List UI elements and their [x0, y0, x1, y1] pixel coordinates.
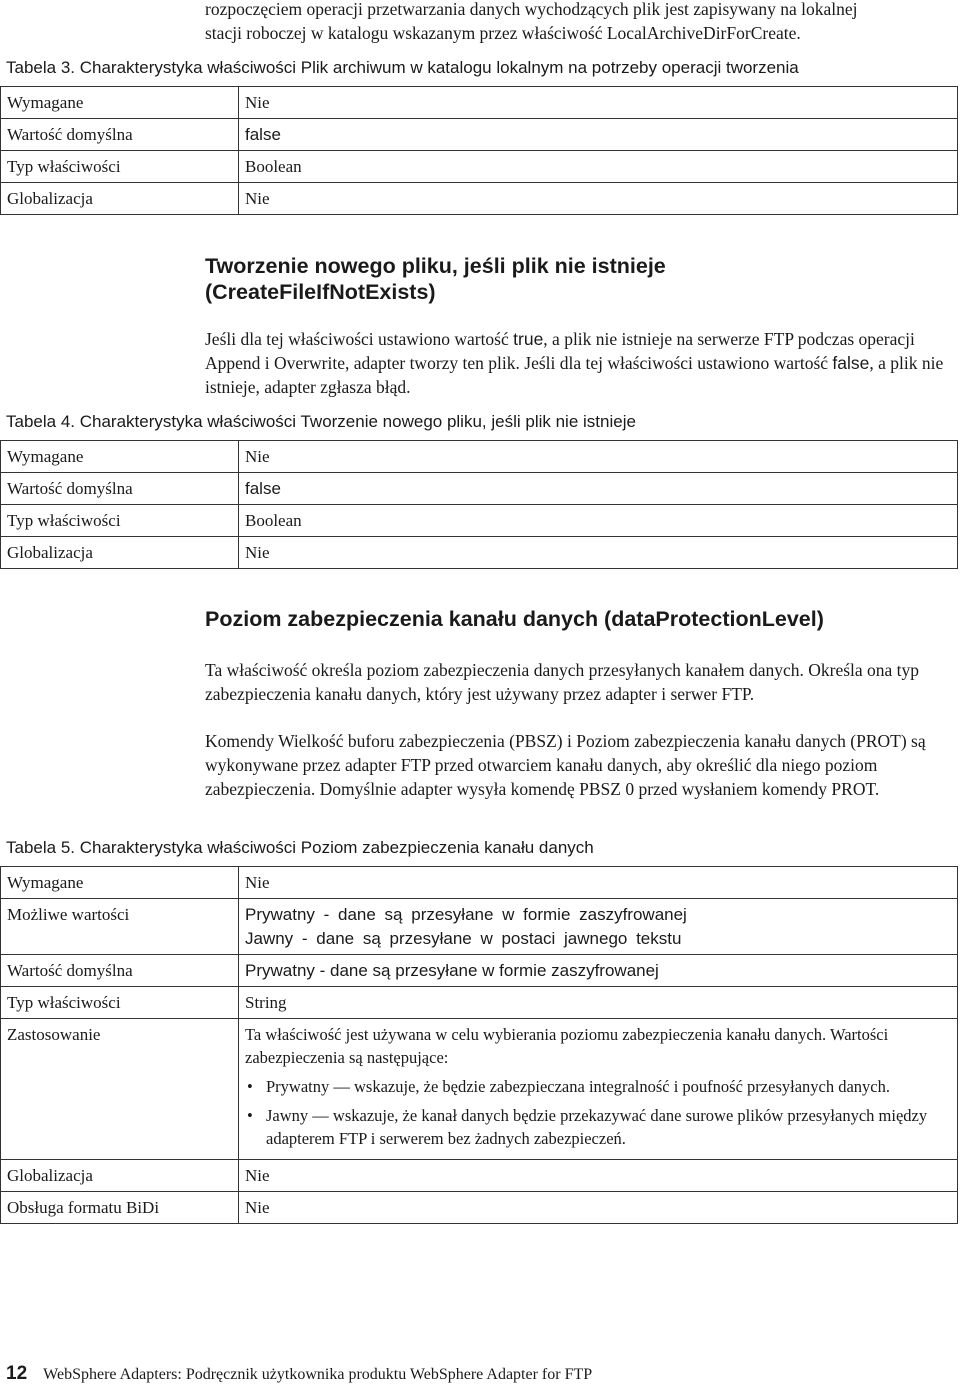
table-3-key-globalization: Globalizacja	[1, 183, 239, 215]
table-row	[1, 955, 958, 987]
table-4	[0, 440, 958, 569]
text-run: , a plik nie istnieje, adapter zgłasza błąd.	[205, 353, 944, 397]
paragraph-text: Ta właściwość określa poziom zabezpieczenia danych przesyłanych kanałem danych. Określa ona typ zabezpieczenia kanału danych, który jest używany przez adapter i serwer FTP.	[205, 660, 920, 704]
text-run: , a plik nie istnieje na serwerze FTP podczas operacji Append i Overwrite, adapter tworzy ten plik. Jeśli dla tej właściwości ustawiono wartość	[205, 329, 915, 373]
table-row	[1, 441, 958, 473]
table-row	[1, 899, 958, 955]
code-true: true	[513, 329, 544, 349]
page-footer	[6, 1363, 592, 1385]
section-dpl-heading-text: Poziom zabezpieczenia kanału danych (dataProtectionLevel)	[205, 607, 824, 631]
intro-line-1: rozpoczęciem operacji przetwarzania danych wychodzących plik jest zapisywany na lokalnej	[205, 0, 858, 19]
table-5-value-usage	[239, 1019, 958, 1160]
table-5-key-required: Wymagane	[1, 867, 239, 899]
table-4-key-globalization: Globalizacja	[1, 537, 239, 569]
intro-line-2: stacji roboczej w katalogu wskazanym przez właściwość LocalArchiveDirForCreate.	[205, 23, 801, 43]
table-5-value-default: Prywatny - dane są przesyłane w formie zaszyfrowanej	[239, 955, 958, 987]
possible-value-plain: Jawny - dane są przesyłane w postaci jawnego tekstu	[245, 929, 682, 948]
table-row	[1, 1160, 958, 1192]
table-5-key-type: Typ właściwości	[1, 987, 239, 1019]
table-4-value-default: false	[239, 473, 958, 505]
section-dpl-paragraph-1	[205, 658, 950, 706]
table-4-caption: Tabela 4. Charakterystyka właściwości Tworzenie nowego pliku, jeśli plik nie istnieje	[6, 412, 636, 431]
bullet-text: Jawny — wskazuje, że kanał danych będzie przekazywać dane surowe plików przesyłanych między adapterem FTP i serwerem bez żadnych zabezpieczeń.	[266, 1106, 928, 1148]
table-4-value-globalization: Nie	[239, 537, 958, 569]
table-row	[1, 1192, 958, 1224]
table-row	[1, 151, 958, 183]
usage-bullet-list	[245, 1075, 951, 1150]
table-5-value-required: Nie	[239, 867, 958, 899]
table-4-key-required: Wymagane	[1, 441, 239, 473]
table-4-value-type: Boolean	[239, 505, 958, 537]
section-create-heading	[205, 253, 666, 305]
table-3-key-default: Wartość domyślna	[1, 119, 239, 151]
section-create-heading-line-2: (CreateFileIfNotExists)	[205, 280, 436, 304]
table-row	[1, 87, 958, 119]
section-dpl-heading	[205, 606, 824, 632]
possible-value-private: Prywatny - dane są przesyłane w formie zaszyfrowanej	[245, 905, 687, 924]
page-number: 12	[6, 1363, 28, 1384]
section-create-paragraph	[205, 327, 950, 399]
table-4-key-default: Wartość domyślna	[1, 473, 239, 505]
code-false: false	[832, 353, 870, 373]
bullet-icon: •	[247, 1106, 253, 1125]
table-5-value-possible	[239, 899, 958, 955]
section-create-heading-line-1: Tworzenie nowego pliku, jeśli plik nie istnieje	[205, 254, 666, 278]
table-5	[0, 866, 958, 1224]
text-run: Jeśli dla tej właściwości ustawiono wartość	[205, 329, 514, 349]
table-3	[0, 86, 958, 215]
table-4-key-type: Typ właściwości	[1, 505, 239, 537]
table-5-value-globalization: Nie	[239, 1160, 958, 1192]
table-row	[1, 183, 958, 215]
table-5-key-globalization: Globalizacja	[1, 1160, 239, 1192]
bullet-icon: •	[247, 1077, 253, 1096]
table-row	[1, 1019, 958, 1160]
table-4-value-required: Nie	[239, 441, 958, 473]
table-3-value-globalization: Nie	[239, 183, 958, 215]
table-3-value-type: Boolean	[239, 151, 958, 183]
table-3-key-type: Typ właściwości	[1, 151, 239, 183]
bullet-text: Prywatny — wskazuje, że będzie zabezpieczana integralność i poufność przesyłanych danych.	[266, 1077, 890, 1096]
intro-paragraph	[205, 0, 950, 45]
table-5-caption: Tabela 5. Charakterystyka właściwości Poziom zabezpieczenia kanału danych	[6, 838, 594, 857]
table-row	[1, 987, 958, 1019]
table-row	[1, 473, 958, 505]
table-row	[1, 867, 958, 899]
table-5-key-default: Wartość domyślna	[1, 955, 239, 987]
table-5-value-type: String	[239, 987, 958, 1019]
footer-text: WebSphere Adapters: Podręcznik użytkownika produktu WebSphere Adapter for FTP	[43, 1366, 593, 1383]
table-3-value-required: Nie	[239, 87, 958, 119]
usage-text: Ta właściwość jest używana w celu wybierania poziomu zabezpieczenia kanału danych. Wartości zabezpieczenia są następujące:	[245, 1025, 889, 1067]
list-item	[245, 1075, 951, 1098]
table-3-key-required: Wymagane	[1, 87, 239, 119]
list-item	[245, 1104, 951, 1150]
table-row	[1, 119, 958, 151]
table-row	[1, 537, 958, 569]
table-5-value-bidi: Nie	[239, 1192, 958, 1224]
table-3-value-default: false	[239, 119, 958, 151]
paragraph-text: Komendy Wielkość buforu zabezpieczenia (PBSZ) i Poziom zabezpieczenia kanału danych (PROT) są wykonywane przez adapter FTP przed otwarciem kanału danych, aby określić dla niego poziom zabezpieczenia. Domyślnie adapter wysyła komendę PBSZ 0 przed wysłaniem komendy PROT.	[205, 731, 926, 799]
table-3-caption: Tabela 3. Charakterystyka właściwości Plik archiwum w katalogu lokalnym na potrzeby operacji tworzenia	[6, 58, 799, 77]
section-dpl-paragraph-2	[205, 729, 950, 801]
table-5-key-usage: Zastosowanie	[1, 1019, 239, 1160]
table-5-key-possible: Możliwe wartości	[1, 899, 239, 955]
table-row	[1, 505, 958, 537]
table-5-key-bidi: Obsługa formatu BiDi	[1, 1192, 239, 1224]
